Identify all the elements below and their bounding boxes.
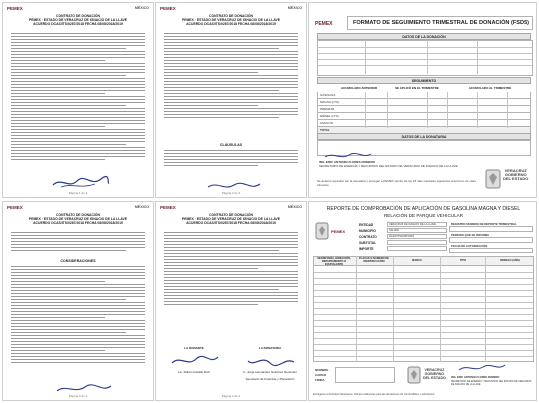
pemex-logo: PEMEX [160,6,176,11]
signature-scribble [51,175,111,191]
table-row: GASOLINA [317,92,531,99]
column-header: ACUMULADO AL TRIMESTRE [468,86,512,90]
veracruz-emblem-icon [315,222,329,240]
body-text [11,266,145,365]
signature-scribble [457,362,507,374]
veracruz-seal-text: VERACRUZ GOBIERNO DEL ESTADO [503,168,529,182]
contract-page-3 [2,201,154,401]
table-row: PREMIUM [317,106,531,113]
page-number: Página 2 de 4 [221,191,241,195]
contract-page-1 [2,2,154,198]
table-row: TOTAL [317,127,531,134]
signer-right-name: C. Jorge Hernández Gutiérrez Nenonetz [243,370,297,374]
form-title: REPORTE DE COMPROBACIÓN DE APLICACIÓN DE GASOLINA MAGNA Y DIESEL [326,206,521,212]
gob-logo: MÉXICO [134,205,149,209]
subtotal-field [387,240,447,245]
pemex-logo: PEMEX [331,229,346,234]
contract-title: CONTRATO DE DONACIÓN PEMEX · ESTADO DE VERACRUZ DE IGNACIO DE LA LLAVE ACUERDO DCAS/ITS/0287/2018 FECHA 08/08/2018/2019 [181,213,281,225]
section-banner: DATOS DE LA DONACIÓN [317,33,531,40]
signer-right-role: Secretario de Finanzas y Planeación [245,377,295,381]
signer-left-title: LA DONANTE [184,346,204,350]
table-row: MAGNA (LTS) [317,99,531,106]
veracruz-seal-icon [407,366,421,384]
column-header: ACUMULADO ANTERIOR [340,86,378,90]
signature-labels: NOMBRE CARGO FIRMA [315,368,329,382]
form-seguimiento-trimestral [308,2,537,198]
contract-page-4 [155,201,307,401]
form-parque-vehicular: REPORTE DE COMPROBACIÓN DE APLICACIÓN DE GASOLINA MAGNA Y DIESEL RELACIÓN DE PARQUE VEHICULAR PEMEX ENTIDAD VERACRUZ DE IGNACIO DE LA LLAVE MUNICIPIO XALAPA CONTRATO DCAS/ITS/0287/2018 SUBTOTAL IMPORTE REGISTRO NUMERO DE REPORTE TRIMESTRAL PERIODO QUE SE INFORMA FECHA DE AUTORIZACIÓN SECRETARÍA, DIRECCIÓN, DEPARTAMENTO O EQUIVALENTE PLACAS O NUMERO DE IDENTIFICACIÓN MARCA TIPO MODELO (AÑO) NOMBRE CARGO FIRMA VERACRUZ GOBIERNO DEL ESTADO ING. ERIC ANTONIO FLORES ROMERO SECRETARIO DE ENERGÍA Y RECURSOS DEL ESTADO DE VERACRUZ DE IGNACIO DE LA LLAVE Entregarse a Petróleos Mexicanos. Deberá elaborarse para las donaciones de combustibles y lubricantes. [308,201,537,401]
body-text [11,232,145,253]
page-number: Página 3 de 4 [68,394,88,398]
title-box [347,16,533,30]
contract-title: CONTRATO DE DONACIÓN PEMEX · ESTADO DE VERACRUZ DE IGNACIO DE LA LLAVE ACUERDO DCAS/ITS/0287/2018 FECHA 08/08/2018/2019 [28,14,128,26]
pemex-logo: PEMEX [7,6,23,11]
table-row: ASFALTO [317,120,531,127]
signature-scribble [323,151,373,161]
body-text [164,33,298,120]
section-banner: DATOS DE LA DONATARIA [317,133,531,140]
importe-field [387,246,447,251]
section-banner: SEGUIMIENTO [317,77,531,84]
page-number: Página 1 de 4 [68,191,88,195]
body-text [164,150,298,168]
gob-logo: MÉXICO [287,205,302,209]
signer-right-title: LA DONATARIA [258,346,282,350]
pemex-logo: PEMEX [315,21,333,27]
form-title: FORMATO DE SEGUIMIENTO TRIMESTRAL DE DONACIÓN (FSD5) [352,20,530,26]
section-heading: CONSIDERACIONES [60,259,96,263]
pemex-logo: PEMEX [160,205,176,210]
form-subtitle: RELACIÓN DE PARQUE VEHICULAR [383,213,464,218]
veracruz-seal-icon [485,169,501,189]
entidad-field: VERACRUZ DE IGNACIO DE LA LLAVE [387,222,447,227]
table-row: DIÉSEL (LTS) [317,113,531,120]
page-number: Página 4 de 4 [221,394,241,398]
section-heading: CLÁUSULAS [219,143,243,147]
form-footnote: Se deberá requisitar por la donataria y entregar a PEMEX dentro de los 15 días naturales siguientes al término de cada trimestre. [317,179,476,187]
gob-logo: MÉXICO [134,6,149,10]
veracruz-seal-text: VERACRUZ GOBIERNO DEL ESTADO [423,368,446,381]
signer-role: SECRETARIO DE ENERGÍA Y RECURSOS DEL ESTADO DE VERACRUZ DE IGNACIO DE LA LLAVE [319,164,458,168]
signature-right [246,353,296,369]
signer-name: ING. ERIC ANTONIO FLORES ROMERO [451,376,500,379]
body-text [164,232,298,307]
municipio-field: XALAPA [387,228,447,233]
signature-left [170,353,220,369]
column-header: SE APLICÓ EN EL TRIMESTRE [395,86,439,90]
signer-role: SECRETARIO DE ENERGÍA Y RECURSOS DEL ESTADO DE VERACRUZ DE IGNACIO DE LA LLAVE [451,380,532,386]
contract-title: CONTRATO DE DONACIÓN PEMEX · ESTADO DE VERACRUZ DE IGNACIO DE LA LLAVE ACUERDO DCAS/ITS/0287/2018 FECHA 08/08/2018/2019 [28,213,128,225]
contract-title: CONTRATO DE DONACIÓN PEMEX · ESTADO DE VERACRUZ DE IGNACIO DE LA LLAVE ACUERDO DCAS/ITS/0287/2018 FECHA 08/08/2018/2019 [181,14,281,26]
body-text [11,33,145,162]
contract-page-2 [155,2,307,198]
signer-name: ING. ERIC ANTONIO FLORES ROMERO [319,160,376,164]
contrato-field: DCAS/ITS/0287/2018 [387,234,447,239]
gob-logo: MÉXICO [287,6,302,10]
pemex-logo: PEMEX [7,205,23,210]
signer-left-name: Lic. Rubén Castillo Ruiz [178,370,210,374]
form-footnote: Entregarse a Petróleos Mexicanos. Deberá elaborarse para las donaciones de combustibles y lubricantes. [313,393,435,396]
